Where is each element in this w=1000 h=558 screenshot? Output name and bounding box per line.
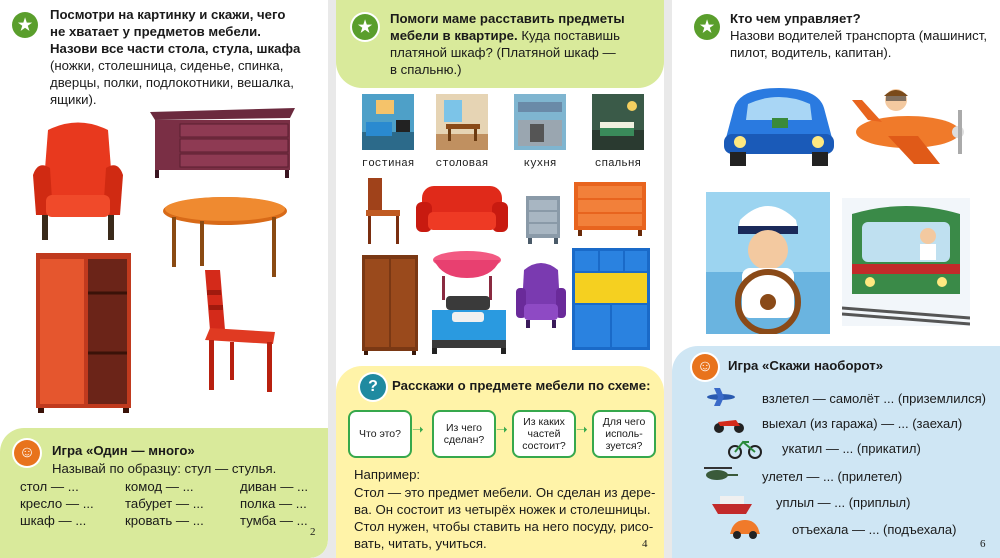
scheme-step: Что это? [348,410,412,458]
scheme-step: Для чего исполь-зуется? [592,410,656,458]
game-title: Игра «Скажи наоборот» [728,358,884,373]
sofa-illustration [416,182,508,240]
game-item: кресло — ... [20,496,94,511]
game-item: полка — ... [240,496,307,511]
child-icon: ☺ [14,440,40,466]
task-line [390,27,620,44]
star-icon: ★ [352,14,378,40]
game-item: табурет — ... [125,496,204,511]
scheme-title: Расскажи о предмете мебели по схеме: [392,378,651,393]
example-line: Стол — это предмет мебели. Он сделан из дере- [354,485,656,500]
wardrobe-illustration [36,253,131,413]
arrow-right-icon: ➝ [576,421,588,437]
game-intro: Называй по образцу: стул — стулья. [52,461,277,476]
airplane-pilot-illustration [848,80,968,170]
ship-icon [712,492,752,514]
star-icon: ★ [694,14,720,40]
page-2 [0,0,328,558]
living-room-illustration [362,94,414,150]
task-line: (ножки, столешница, сиденье, спинка, [50,58,284,73]
task-line: ящики). [50,92,97,107]
task-line: пилот, водитель, капитан). [730,45,892,60]
chair-illustration [195,270,280,395]
example-line: ва. Он состоит из четырёх ножек и столешницы. [354,502,651,517]
task-line: не хватает у предметов мебели. [50,24,261,39]
opposite-pair: выехал (из гаража) — ... (заехал) [762,416,963,431]
opposite-pair: улетел — ... (прилетел) [762,469,903,484]
scheme-step: Из каких частей состоит? [512,410,576,458]
blue-wardrobe-illustration [572,248,650,354]
airplane-icon [706,387,736,407]
task-line: платяной шкаф? (Платяной шкаф — [390,45,616,60]
task-line: Посмотри на картинку и скажи, чего [50,7,286,22]
task-line-rest: Куда поставишь [517,28,620,43]
game-title: Игра «Один — много» [52,443,195,458]
child-icon: ☺ [692,354,718,380]
page-number: 4 [642,538,648,550]
opposite-pair: укатил — ... (прикатил) [782,441,921,456]
bedroom-illustration [592,94,644,150]
star-icon: ★ [12,12,38,38]
bicycle-icon [728,437,762,459]
task-title: Кто чем управляет? [730,11,861,26]
task-badge [10,10,40,40]
car-icon [728,518,762,540]
wardrobe-illustration [362,255,418,355]
page-6 [672,0,1000,558]
task-line: дверцы, полки, подлокотники, вешалка, [50,75,294,90]
example-line: Стол нужен, чтобы ставить на него посуду, рисо- [354,519,654,534]
game-badge [690,352,720,382]
arrow-right-icon: ➝ [496,421,508,437]
example-line: вать, читать, учиться. [354,536,487,551]
train-driver-illustration [842,198,970,326]
bed-illustration [430,296,508,354]
armchair-illustration [28,120,128,245]
game-badge [12,438,42,468]
arrow-right-icon: ➝ [412,421,424,437]
opposite-pair: взлетел — самолёт ... (приземлился) [762,391,986,406]
page-number: 2 [310,526,316,538]
room-label: гостиная [361,158,415,170]
task-line: в спальню.) [390,62,462,77]
task-badge [692,12,722,42]
scooter-icon [712,412,746,434]
dresser-illustration [574,182,646,236]
game-item: комод — ... [125,479,194,494]
page-number: 6 [980,538,986,550]
helicopter-icon [704,465,738,483]
room-label: столовая [435,158,489,170]
game-item: диван — ... [240,479,309,494]
dining-room-illustration [436,94,488,150]
nightstand-illustration [526,196,560,244]
game-item: тумба — ... [240,513,308,528]
room-label: кухня [523,158,557,170]
game-item: шкаф — ... [20,513,87,528]
room-label: спальня [594,158,642,170]
opposite-pair: уплыл — ... (приплыл) [776,495,911,510]
scheme-step: Из чего сделан? [432,410,496,458]
task-line: Назови водителей транспорта (машинист, [730,28,988,43]
game-item: стол — ... [20,479,79,494]
task-badge [350,12,380,42]
opposite-pair: отъехала — ... (подъехала) [792,522,957,537]
round-table-illustration [432,250,502,302]
ship-captain-illustration [706,192,830,334]
example-label: Например: [354,467,421,482]
chair-illustration [364,178,404,246]
game-item: кровать — ... [125,513,204,528]
task-line-bold: мебели в квартире. [390,28,518,43]
car-driver-illustration [720,78,838,168]
kitchen-illustration [514,94,566,150]
task-line: Назови все части стола, стула, шкафа [50,41,301,56]
page-4 [336,0,664,558]
question-badge [358,372,388,402]
chest-of-drawers-illustration [150,108,295,178]
question-icon: ? [360,374,386,400]
table-illustration [160,195,290,280]
purple-armchair-illustration [516,262,566,330]
task-line: Помоги маме расставить предметы [390,11,625,26]
